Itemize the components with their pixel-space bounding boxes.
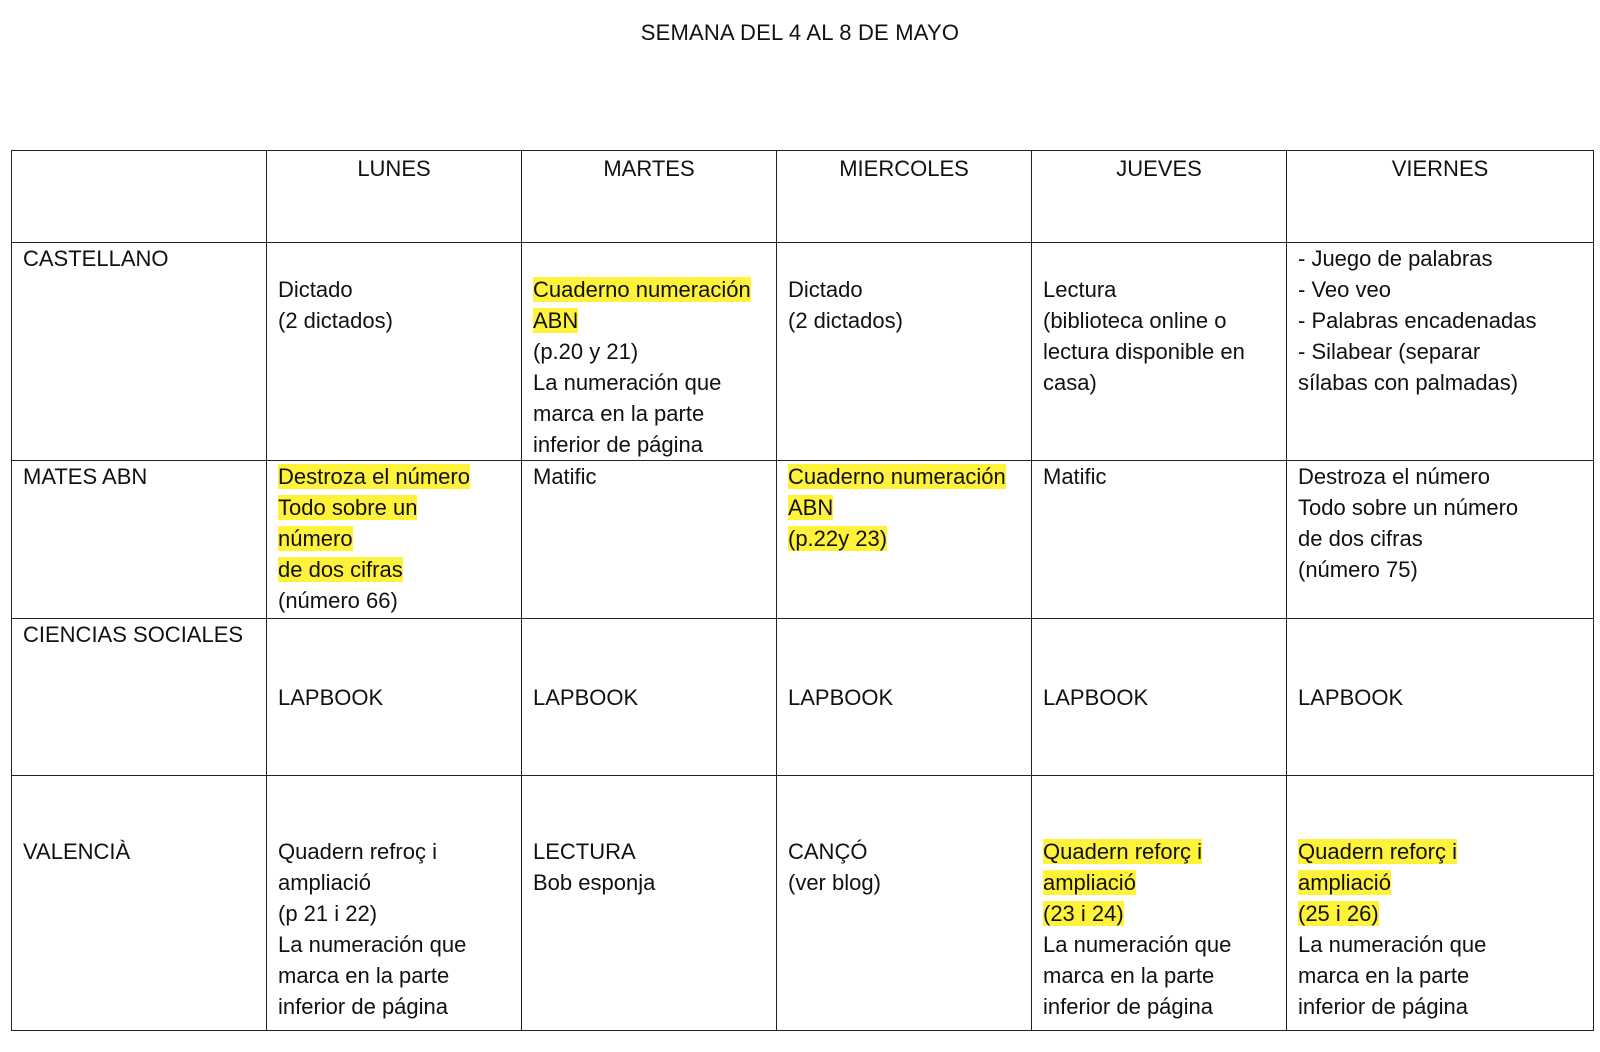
activity-line: [278, 554, 510, 585]
subject-label: VALENCIÀ: [12, 776, 267, 1031]
activity-line: [278, 682, 510, 713]
day-header-viernes: VIERNES: [1287, 151, 1594, 243]
activity-cell: [777, 461, 1032, 619]
activity-line: [1298, 243, 1582, 274]
activity-line: [1043, 867, 1275, 898]
activity-text: lectura disponible en: [1043, 339, 1245, 364]
activity-line: [1043, 305, 1275, 336]
highlighted-text: ampliació: [1043, 870, 1136, 895]
activity-text: La numeración que: [1298, 932, 1487, 957]
highlighted-text: Cuaderno numeración: [788, 464, 1006, 489]
subject-row-mates-abn: [12, 461, 1594, 619]
day-header-martes: MARTES: [522, 151, 777, 243]
highlighted-text: ABN: [533, 308, 579, 333]
activity-text: Dictado: [788, 277, 863, 302]
activity-line: [533, 429, 765, 460]
activity-cell: [522, 776, 777, 1031]
activity-line: [533, 398, 765, 429]
activity-line: [1043, 461, 1275, 492]
activity-line: [278, 492, 510, 523]
activity-text: Matific: [533, 464, 597, 489]
activity-text: LAPBOOK: [1043, 684, 1149, 710]
activity-line: [278, 585, 510, 616]
activity-cell: [522, 243, 777, 461]
activity-cell: [522, 619, 777, 776]
activity-line: [1043, 898, 1275, 929]
activity-line: [1298, 682, 1582, 713]
subject-label: CIENCIAS SOCIALES: [12, 619, 267, 776]
activity-line: [1043, 991, 1275, 1022]
activity-text: Lectura: [1043, 277, 1117, 302]
highlighted-text: (p.22y 23): [788, 526, 888, 551]
activity-line: [278, 991, 510, 1022]
activity-text: inferior de página: [1298, 994, 1469, 1019]
activity-line: [1043, 836, 1275, 867]
activity-line: [1043, 367, 1275, 398]
activity-cell: [777, 619, 1032, 776]
highlighted-text: ampliació: [1298, 870, 1391, 895]
activity-line: [788, 836, 1020, 867]
activity-text: LECTURA: [533, 839, 636, 864]
activity-text: (biblioteca online o: [1043, 308, 1227, 333]
activity-text: Quadern refroç i: [278, 839, 437, 864]
activity-line: [278, 523, 510, 554]
activity-text: (ver blog): [788, 870, 881, 895]
activity-line: [278, 867, 510, 898]
highlighted-text: ABN: [788, 495, 834, 520]
activity-text: LAPBOOK: [533, 684, 639, 710]
activity-line: [1298, 367, 1582, 398]
activity-text: Destroza el número: [1298, 464, 1490, 489]
activity-text: Dictado: [278, 277, 353, 302]
activity-text: (p 21 i 22): [278, 901, 378, 926]
activity-line: [1298, 929, 1582, 960]
activity-text: inferior de página: [533, 432, 704, 457]
activity-line: [1298, 960, 1582, 991]
highlighted-text: (23 i 24): [1043, 901, 1124, 926]
day-header-jueves: JUEVES: [1032, 151, 1287, 243]
activity-text: LAPBOOK: [1298, 684, 1404, 710]
activity-line: [1298, 898, 1582, 929]
activity-cell: [522, 461, 777, 619]
subject-row-castellano: [12, 243, 1594, 461]
activity-cell: [1287, 461, 1594, 619]
activity-cell: [1032, 243, 1287, 461]
activity-text: marca en la parte: [1298, 963, 1470, 988]
activity-line: [278, 461, 510, 492]
activity-line: [788, 492, 1020, 523]
activity-line: [788, 305, 1020, 336]
header-row: [12, 151, 1594, 243]
highlighted-text: Cuaderno numeración: [533, 277, 751, 302]
activity-cell: [267, 776, 522, 1031]
activity-text: LAPBOOK: [278, 684, 384, 710]
activity-text: (2 dictados): [788, 308, 903, 333]
activity-line: [1298, 274, 1582, 305]
activity-cell: [777, 243, 1032, 461]
activity-cell: [267, 619, 522, 776]
activity-text: Bob esponja: [533, 870, 656, 895]
activity-text: Matific: [1043, 464, 1107, 489]
highlighted-text: (25 i 26): [1298, 901, 1379, 926]
activity-text: CANÇÓ: [788, 839, 868, 864]
activity-cell: [1287, 776, 1594, 1031]
activity-line: [278, 929, 510, 960]
activity-text: - Veo veo: [1298, 277, 1391, 302]
highlighted-text: número: [278, 526, 353, 551]
activity-line: [788, 523, 1020, 554]
activity-line: [1298, 461, 1582, 492]
activity-line: [533, 336, 765, 367]
activity-line: [533, 461, 765, 492]
day-header-lunes: LUNES: [267, 151, 522, 243]
activity-line: [1298, 523, 1582, 554]
activity-text: La numeración que: [278, 932, 467, 957]
activity-text: sílabas con palmadas): [1298, 370, 1519, 395]
highlighted-text: Quadern reforç i: [1043, 839, 1202, 864]
activity-text: (2 dictados): [278, 308, 393, 333]
activity-line: [1298, 554, 1582, 585]
activity-cell: [1032, 461, 1287, 619]
activity-text: - Silabear (separar: [1298, 339, 1481, 364]
highlighted-text: Destroza el número: [278, 464, 470, 489]
activity-line: [533, 682, 765, 713]
activity-line: [1298, 336, 1582, 367]
activity-text: marca en la parte: [1043, 963, 1215, 988]
highlighted-text: de dos cifras: [278, 557, 403, 582]
activity-line: [1298, 492, 1582, 523]
activity-text: (p.20 y 21): [533, 339, 639, 364]
activity-cell: [777, 776, 1032, 1031]
page-title: SEMANA DEL 4 AL 8 DE MAYO: [640, 20, 960, 45]
activity-text: La numeración que: [533, 370, 722, 395]
activity-text: - Palabras encadenadas: [1298, 308, 1537, 333]
activity-line: [1043, 929, 1275, 960]
weekly-schedule-table: [11, 150, 1594, 1031]
activity-line: [788, 461, 1020, 492]
activity-line: [533, 867, 765, 898]
activity-cell: [1287, 243, 1594, 461]
activity-cell: [1032, 776, 1287, 1031]
activity-line: [278, 960, 510, 991]
activity-line: [1043, 336, 1275, 367]
activity-cell: [1032, 619, 1287, 776]
activity-text: (número 66): [278, 588, 398, 613]
activity-text: marca en la parte: [533, 401, 705, 426]
subject-row-ciencias-sociales: [12, 619, 1594, 776]
subject-row-valencia: [12, 776, 1594, 1031]
activity-line: [278, 898, 510, 929]
activity-line: [788, 682, 1020, 713]
activity-line: [1298, 305, 1582, 336]
activity-line: [788, 274, 1020, 305]
activity-text: inferior de página: [278, 994, 449, 1019]
activity-line: [278, 836, 510, 867]
activity-text: - Juego de palabras: [1298, 246, 1493, 271]
subject-label: CASTELLANO: [12, 243, 267, 461]
activity-cell: [267, 243, 522, 461]
activity-line: [278, 305, 510, 336]
activity-line: [533, 305, 765, 336]
highlighted-text: Quadern reforç i: [1298, 839, 1457, 864]
day-header-miercoles: MIERCOLES: [777, 151, 1032, 243]
activity-text: de dos cifras: [1298, 526, 1423, 551]
activity-line: [1298, 867, 1582, 898]
activity-text: (número 75): [1298, 557, 1418, 582]
subject-label: MATES ABN: [12, 461, 267, 619]
activity-text: casa): [1043, 370, 1097, 395]
corner-cell: [12, 151, 267, 243]
activity-line: [533, 836, 765, 867]
activity-line: [1043, 960, 1275, 991]
activity-text: Todo sobre un número: [1298, 495, 1519, 520]
activity-line: [1043, 274, 1275, 305]
activity-text: inferior de página: [1043, 994, 1214, 1019]
activity-line: [1298, 991, 1582, 1022]
activity-line: [1298, 836, 1582, 867]
activity-line: [1043, 682, 1275, 713]
highlighted-text: Todo sobre un: [278, 495, 418, 520]
activity-cell: [267, 461, 522, 619]
activity-text: La numeración que: [1043, 932, 1232, 957]
activity-line: [533, 367, 765, 398]
activity-line: [533, 274, 765, 305]
activity-text: ampliació: [278, 870, 371, 895]
activity-text: LAPBOOK: [788, 684, 894, 710]
activity-cell: [1287, 619, 1594, 776]
activity-text: marca en la parte: [278, 963, 450, 988]
activity-line: [788, 867, 1020, 898]
activity-line: [278, 274, 510, 305]
